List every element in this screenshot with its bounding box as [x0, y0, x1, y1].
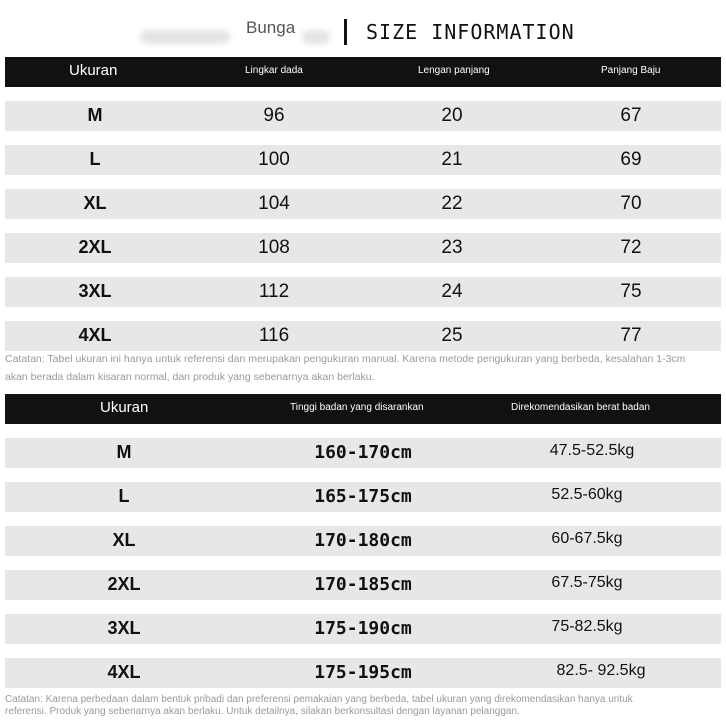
title-divider [344, 19, 347, 45]
table1-row [5, 233, 721, 263]
height-cell: 175-190cm [314, 618, 412, 639]
size-cell: L [118, 486, 130, 506]
brand-name: Bunga [246, 18, 296, 37]
size-cell: L [89, 149, 101, 169]
weight-cell: 47.5-52.5kg [549, 442, 635, 459]
chest-cell: 108 [258, 237, 290, 258]
table2-note-line2: referensi. Produk yang sebenarnya akan berlaku. Untuk detailnya, silakan berkonsultasi dengan layanan pelanggan. [5, 706, 520, 717]
chest-cell: 112 [258, 281, 290, 302]
height-cell: 170-180cm [314, 530, 412, 551]
table1-row [5, 101, 721, 131]
sleeve-cell: 20 [441, 105, 463, 126]
table1-header-size: Ukuran [69, 62, 118, 79]
sleeve-cell: 23 [441, 237, 463, 258]
table2-header-size: Ukuran [100, 399, 149, 416]
table1-row [5, 145, 721, 175]
blurred-logo-right [302, 30, 330, 44]
length-cell: 69 [620, 149, 642, 170]
weight-cell: 52.5-60kg [551, 486, 623, 503]
chest-cell: 116 [258, 325, 290, 346]
size-cell: M [87, 105, 103, 125]
height-cell: 170-185cm [314, 574, 412, 595]
sleeve-cell: 25 [441, 325, 463, 346]
table1-header-chest: Lingkar dada [245, 65, 303, 76]
table2-note [5, 694, 721, 718]
chest-cell: 104 [258, 193, 290, 214]
size-cell: XL [83, 193, 107, 213]
table1-row [5, 277, 721, 307]
table2-row [5, 526, 721, 556]
size-cell: 2XL [107, 574, 141, 594]
table2-header-weight: Direkomendasikan berat badan [511, 402, 650, 413]
sleeve-cell: 22 [441, 193, 463, 214]
height-cell: 160-170cm [314, 442, 412, 463]
chest-cell: 96 [263, 105, 285, 126]
table2-header [5, 394, 721, 424]
sleeve-cell: 24 [441, 281, 463, 302]
length-cell: 70 [620, 193, 642, 214]
size-cell: 3XL [107, 618, 141, 638]
length-cell: 67 [620, 105, 642, 126]
table1-row [5, 321, 721, 351]
table1-note-line1: Catatan: Tabel ukuran ini hanya untuk referensi dan merupakan pengukuran manual. Karena metode pengukuran yang berbeda, kesalahan 1-3cm [5, 353, 686, 365]
table2-row [5, 438, 721, 468]
table2-row [5, 658, 721, 688]
size-cell: 4XL [78, 325, 112, 345]
weight-cell: 82.5- 92.5kg [556, 662, 646, 679]
table1-note-line2: akan berada dalam kisaran normal, dan produk yang sebenarnya akan berlaku. [5, 371, 375, 383]
size-cell: 2XL [78, 237, 112, 257]
table2-row [5, 614, 721, 644]
blurred-logo [140, 30, 230, 44]
length-cell: 77 [620, 325, 642, 346]
table2-note-line1: Catatan: Karena perbedaan dalam bentuk pribadi dan preferensi pemakaian yang berbeda, tabel ukuran yang direkomendasikan hanya untuk [5, 694, 633, 705]
table2-row [5, 570, 721, 600]
weight-cell: 60-67.5kg [551, 530, 623, 547]
table2-header-height: Tinggi badan yang disarankan [290, 402, 424, 413]
height-cell: 175-195cm [314, 662, 412, 683]
table2-row [5, 482, 721, 512]
page-title: SIZE INFORMATION [366, 20, 575, 44]
height-cell: 165-175cm [314, 486, 412, 507]
chest-cell: 100 [258, 149, 290, 170]
table1-header [5, 57, 721, 87]
size-cell: 4XL [107, 662, 141, 682]
table1-header-length: Panjang Baju [601, 65, 661, 76]
weight-cell: 75-82.5kg [551, 618, 623, 635]
length-cell: 72 [620, 237, 642, 258]
weight-cell: 67.5-75kg [551, 574, 623, 591]
length-cell: 75 [620, 281, 642, 302]
sleeve-cell: 21 [441, 149, 463, 170]
size-cell: XL [112, 530, 136, 550]
table1-header-sleeve: Lengan panjang [418, 65, 490, 76]
size-cell: M [116, 442, 132, 462]
table1-note [5, 350, 721, 386]
table1-row [5, 189, 721, 219]
size-cell: 3XL [78, 281, 112, 301]
